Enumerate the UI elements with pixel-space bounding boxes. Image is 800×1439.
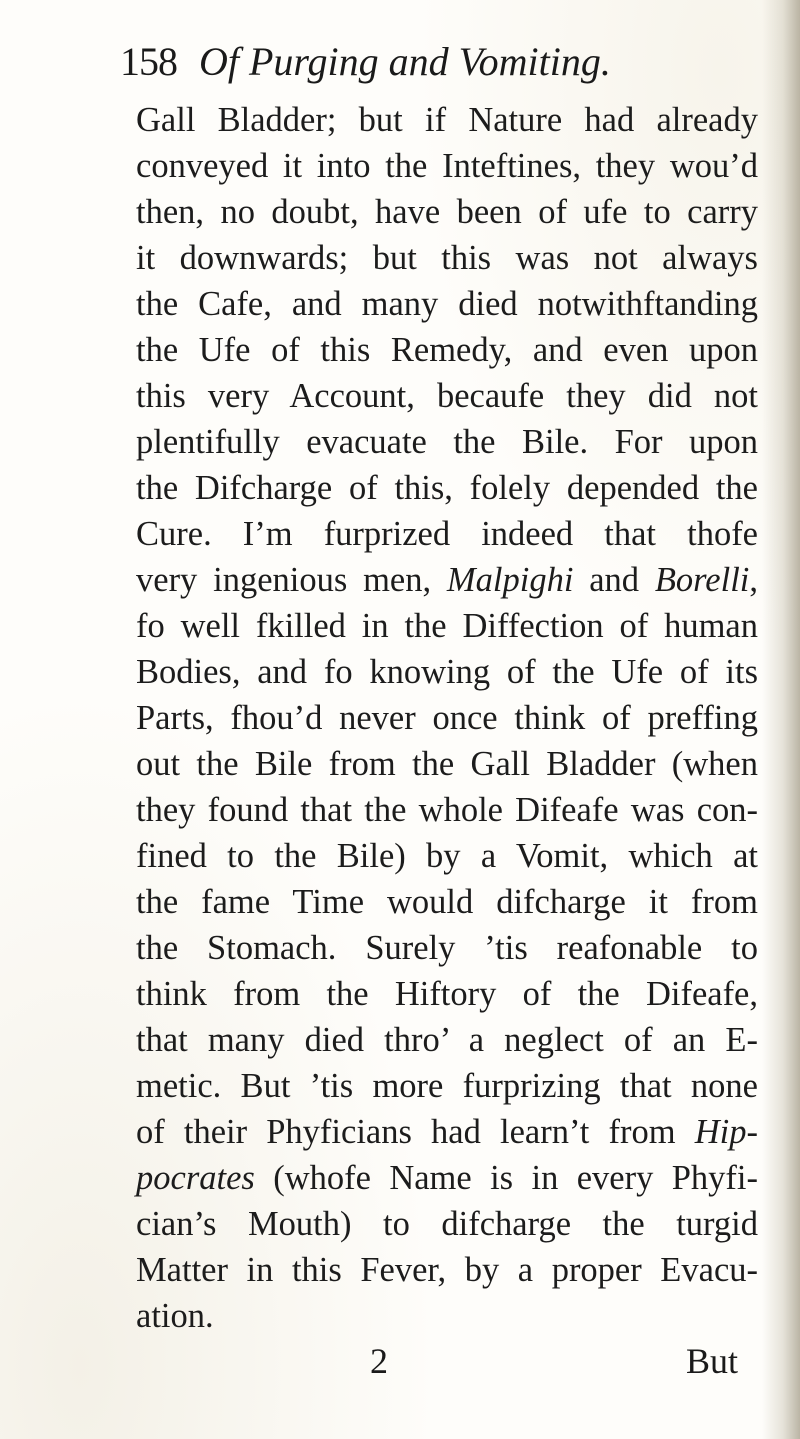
text-line: that many died thro’ a neglect of an E- (136, 1021, 758, 1059)
text-line: the fame Time would difcharge it from (136, 883, 758, 921)
text-line: pocrates (whofe Name is in every Phyfi- (136, 1159, 758, 1197)
text-line: fined to the Bile) by a Vomit, which at (136, 837, 758, 875)
text-line: fo well fkilled in the Diffection of human (136, 607, 758, 645)
text-line: Bodies, and fo knowing of the Ufe of its (136, 653, 758, 691)
signature-mark: 2 (370, 1341, 388, 1381)
text-line: very ingenious men, Malpighi and Borelli, (136, 561, 758, 599)
text-line: out the Bile from the Gall Bladder (when (136, 745, 758, 783)
page-header (120, 38, 611, 94)
italic-name: Malpighi (446, 561, 574, 599)
text-line: the Ufe of this Remedy, and even upon (136, 331, 758, 369)
text-line: Gall Bladder; but if Nature had already (136, 101, 758, 139)
text-line: the Cafe, and many died notwithftanding (136, 285, 758, 323)
running-head: Of Purging and Vomiting. (199, 39, 611, 84)
text-line: Parts, fhou’d never once think of preffing (136, 699, 758, 737)
text-line: this very Account, becaufe they did not (136, 377, 758, 415)
text-line: the Stomach. Surely ’tis reafonable to (136, 929, 758, 967)
text-line: metic. But ’tis more furprizing that none (136, 1067, 758, 1105)
italic-name: Hip- (694, 1113, 758, 1151)
text-line: cian’s Mouth) to difcharge the turgid (136, 1205, 758, 1243)
text-line: the Difcharge of this, folely depended the (136, 469, 758, 507)
text-line: they found that the whole Difeafe was con- (136, 791, 758, 829)
italic-name: pocrates (136, 1159, 255, 1197)
page-number: 158 (120, 39, 177, 84)
page-edge-shadow (762, 0, 800, 1439)
text-line: conveyed it into the Inteftines, they wou’d (136, 147, 758, 185)
text-line: of their Phyficians had learn’t from Hip- (136, 1113, 758, 1151)
italic-name: Borelli (654, 561, 750, 599)
text-line: think from the Hiftory of the Difeafe, (136, 975, 758, 1013)
text-line: Cure. I’m furprized indeed that thofe (136, 515, 758, 553)
catchword: But (686, 1341, 739, 1381)
text-line: plentifully evacuate the Bile. For upon (136, 423, 758, 461)
text-line: Matter in this Fever, by a proper Evacu- (136, 1251, 758, 1289)
text-line: then, no doubt, have been of ufe to carry (136, 193, 758, 231)
text-line: it downwards; but this was not always (136, 239, 758, 277)
text-line: ation. (136, 1297, 214, 1335)
